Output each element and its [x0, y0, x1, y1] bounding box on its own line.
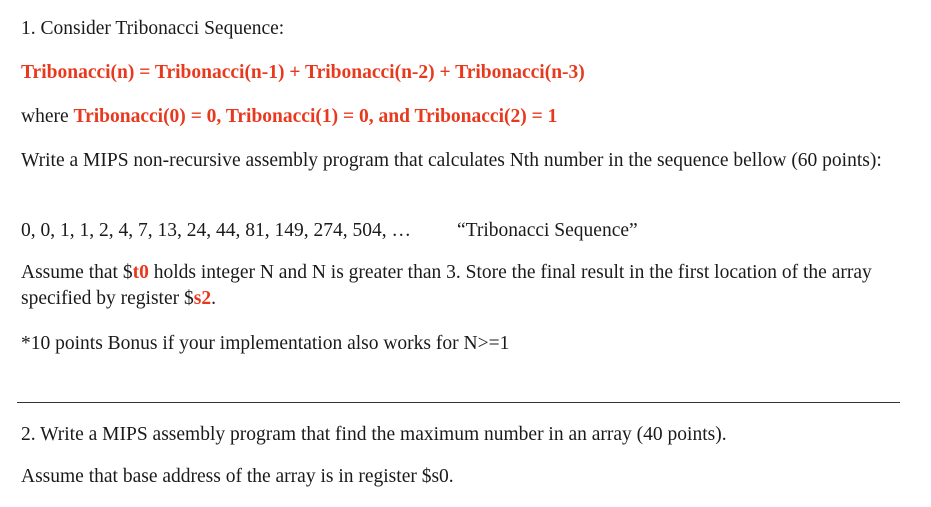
sequence-label: “Tribonacci Sequence” — [457, 220, 638, 241]
question-2-title: 2. Write a MIPS assembly program that find the maximum number in an array (40 points). — [21, 424, 727, 445]
assume-text-b: holds integer N and N is greater than 3. Store the final result in the first location of the array specified by register $ — [21, 262, 872, 309]
register-t0: t0 — [132, 262, 149, 283]
initial-value-2: = 1 — [526, 106, 558, 127]
initial-value-0: = 0, — [185, 106, 226, 127]
section-divider — [17, 402, 900, 403]
register-s2: s2 — [193, 288, 212, 309]
assumption-paragraph — [21, 260, 911, 312]
initial-value-1: = 0, and — [338, 106, 415, 127]
initial-condition-0: Tribonacci(0) — [73, 106, 186, 127]
assume-text-a: Assume that $ — [21, 262, 133, 283]
where-prefix: where — [21, 106, 74, 127]
sequence-values: 0, 0, 1, 1, 2, 4, 7, 13, 24, 44, 81, 149, 274, 504, … — [21, 220, 411, 241]
sequence-line — [21, 219, 638, 243]
initial-condition-2: Tribonacci(2) — [414, 106, 527, 127]
initial-condition-1: Tribonacci(1) — [225, 106, 339, 127]
question-2-assumption: Assume that base address of the array is in register $s0. — [21, 466, 454, 487]
question-1-title: 1. Consider Tribonacci Sequence: — [21, 18, 285, 39]
initial-conditions — [21, 105, 557, 129]
tribonacci-formula: Tribonacci(n) = Tribonacci(n-1) + Tribonacci(n-2) + Tribonacci(n-3) — [21, 62, 585, 83]
task-description: Write a MIPS non-recursive assembly program that calculates Nth number in the sequence bellow (60 points): — [21, 150, 882, 171]
assume-text-end: . — [211, 288, 216, 309]
bonus-note: *10 points Bonus if your implementation also works for N>=1 — [21, 333, 510, 354]
